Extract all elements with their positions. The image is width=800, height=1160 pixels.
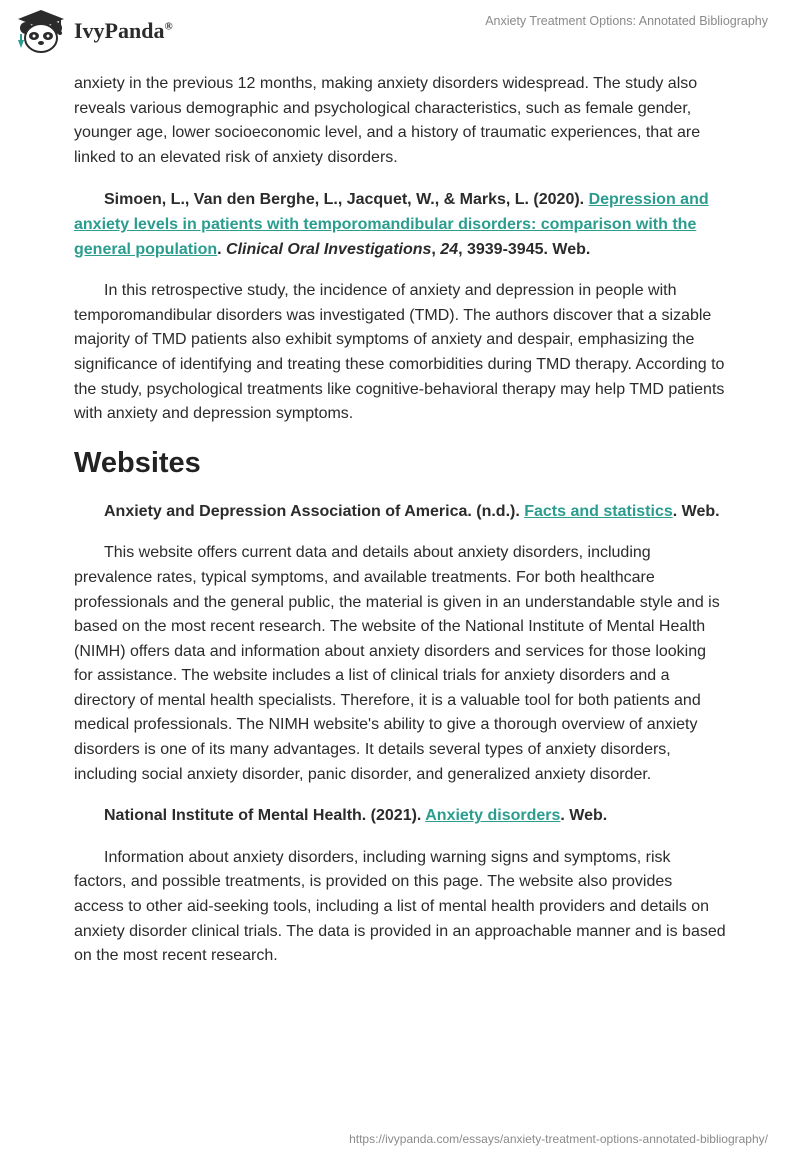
article-body (74, 72, 726, 969)
document-title: Anxiety Treatment Options: Annotated Bibliography (485, 14, 768, 28)
annotation-paragraph-nimh: Information about anxiety disorders, including warning signs and symptoms, risk factors, and possible treatments, is provided on this page. The website also provides access to other aid-seeking tools, including a list of mental health providers and details on anxiety disorder clinical trials. The data is provided in an approachable manner and is based on the most recent research. (74, 848, 726, 965)
logo-wordmark: IvyPanda® (74, 18, 173, 43)
citation-adaa: Anxiety and Depression Association of America. (n.d.). Facts and statistics. Web. (104, 502, 720, 520)
citation-simoen: Simoen, L., Van den Berghe, L., Jacquet, W., & Marks, L. (2020). Depression and anxiety levels in patients with temporomandibular disorders: comparison with the general population. Clinical Oral Investigations, 24, 3939-3945. Web. (74, 191, 709, 258)
intro-paragraph: anxiety in the previous 12 months, making anxiety disorders widespread. The study also reveals various demographic and psychological characteristics, such as female gender, younger age, lower socioeconomic level, and a history of traumatic experiences, that are linked to an elevated risk of anxiety disorders. (74, 75, 701, 166)
section-heading-websites: Websites (74, 446, 201, 479)
annotation-paragraph-simoen: In this retrospective study, the incidence of anxiety and depression in people with temporomandibular disorders was investigated (TMD). The authors discover that a sizable majority of TMD patients also exhibit symptoms of anxiety and despair, emphasizing the significance of identifying and treating these comorbidities during TMD therapy. According to the study, psychological treatments like cognitive-behavioral therapy may help TMD patients with anxiety and depression symptoms. (74, 282, 725, 423)
ivypanda-logo[interactable] (14, 8, 173, 54)
annotation-paragraph-adaa: This website offers current data and details about anxiety disorders, including prevalence rates, typical symptoms, and available treatments. For both healthcare professionals and the general public, the material is given in an understandable style and is based on the most recent research. The website of the National Institute of Mental Health (NIMH) offers data and information about anxiety disorders and services for those looking for assistance. The website includes a list of clinical trials for anxiety disorders and a directory of mental health specialists. Therefore, it is a valuable tool for both patients and medical professionals. The NIMH website's ability to give a thorough overview of anxiety disorders is one of its many advantages. It details several types of anxiety disorders, including social anxiety disorder, panic disorder, and generalized anxiety disorder. (74, 544, 720, 783)
page-header (0, 0, 800, 70)
citation-link-depression-anxiety[interactable]: Depression and anxiety levels in patients with temporomandibular disorders: comparison with the general population (74, 191, 709, 258)
panda-graduate-icon (14, 8, 68, 54)
citation-nimh: National Institute of Mental Health. (2021). Anxiety disorders. Web. (104, 807, 608, 825)
citation-link-anxiety-disorders[interactable]: Anxiety disorders (425, 807, 561, 825)
footer-source-url[interactable]: https://ivypanda.com/essays/anxiety-treatment-options-annotated-bibliography/ (349, 1132, 768, 1146)
citation-link-facts-statistics[interactable]: Facts and statistics (524, 502, 673, 520)
